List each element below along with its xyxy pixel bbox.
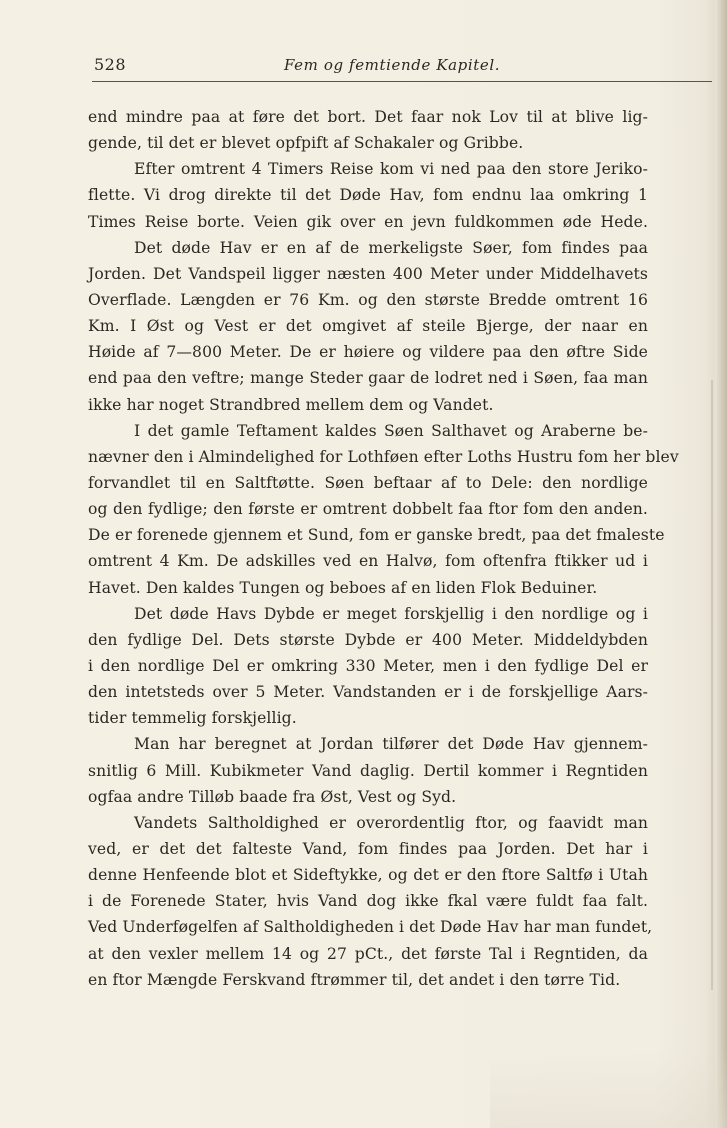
text-line: Overflade. Længden er 76 Km. og den største Bredde omtrent 16: [88, 290, 648, 309]
text-line: gende, til det er blevet opfpift af Schakaler og Gribbe.: [88, 134, 524, 153]
text-line: forvandlet til en Saltftøtte. Søen beftaar af to Dele: den nordlige: [88, 473, 648, 492]
text-line: en ftor Mængde Ferskvand ftrømmer til, det andet i den tørre Tid.: [88, 970, 621, 989]
header-rule: [92, 81, 712, 82]
text-line: snitlig 6 Mill. Kubikmeter Vand daglig. Dertil kommer i Regntiden: [88, 761, 648, 780]
text-line: Km. I Øst og Vest er det omgivet af steile Bjerge, der naar en: [88, 317, 648, 336]
text-line: I det gamle Teftament kaldes Søen Salthavet og Araberne be-: [134, 421, 648, 440]
text-line: omtrent 4 Km. De adskilles ved en Halvø, fom oftenfra ftikker ud i: [88, 552, 648, 571]
text-line: ved, er det det falteste Vand, fom findes paa Jorden. Det har i: [88, 839, 648, 858]
text-line: den fydlige Del. Dets største Dybde er 400 Meter. Middeldybden: [88, 630, 648, 649]
text-line: De er forenede gjennem et Sund, fom er ganske bredt, paa det fmaleste: [88, 526, 665, 545]
page-edge-line: [711, 380, 713, 990]
text-line: ikke har noget Strandbred mellem dem og Vandet.: [88, 395, 494, 414]
text-line: Times Reise borte. Veien gik over en jevn fuldkommen øde Hede.: [88, 212, 648, 231]
text-line: i den nordlige Del er omkring 330 Meter, men i den fydlige Del er: [88, 656, 648, 675]
page-header: [94, 52, 710, 80]
text-line: Man har beregnet at Jordan tilfører det Døde Hav gjennem-: [134, 735, 648, 754]
page-corner-shade: [490, 1050, 727, 1128]
text-line: flette. Vi drog direkte til det Døde Hav, fom endnu laa omkring 1: [88, 186, 648, 205]
text-line: Efter omtrent 4 Timers Reise kom vi ned paa den store Jeriko-: [134, 160, 648, 179]
text-line: at den vexler mellem 14 og 27 pCt., det første Tal i Regntiden, da: [88, 944, 648, 963]
text-line: denne Henfeende blot et Sideftykke, og det er den ftore Saltfø i Utah: [88, 866, 648, 885]
text-line: Høide af 7—800 Meter. De er høiere og vildere paa den øftre Side: [88, 343, 648, 362]
page-number: 528: [94, 55, 127, 74]
text-line: Jorden. Det Vandspeil ligger næsten 400 Meter under Middelhavets: [88, 264, 648, 283]
text-line: og den fydlige; den første er omtrent dobbelt faa ftor fom den anden.: [88, 500, 648, 519]
text-line: end mindre paa at føre det bort. Det faar nok Lov til at blive lig-: [88, 108, 648, 126]
body-text: [88, 104, 679, 993]
text-line: nævner den i Almindelighed for Lothføen efter Loths Hustru fom her blev: [88, 447, 679, 466]
text-line: ogfaa andre Tilløb baade fra Øst, Vest og Syd.: [88, 787, 457, 806]
text-line: tider temmelig forskjellig.: [88, 709, 297, 728]
running-title: Fem og femtiende Kapitel.: [284, 56, 501, 74]
text-line: den intetsteds over 5 Meter. Vandstanden er i de forskjellige Aars-: [88, 683, 648, 702]
text-line: Det døde Havs Dybde er meget forskjellig i den nordlige og i: [134, 604, 648, 623]
text-line: Ved Underføgelfen af Saltholdigheden i det Døde Hav har man fundet,: [88, 918, 653, 937]
page-edge-shadow: [715, 0, 727, 1128]
text-line: i de Forenede Stater, hvis Vand dog ikke fkal være fuldt faa falt.: [88, 892, 648, 911]
text-line: end paa den veftre; mange Steder gaar de lodret ned i Søen, faa man: [88, 369, 648, 388]
text-line: Det døde Hav er en af de merkeligste Søer, fom findes paa: [134, 238, 648, 257]
text-line: Vandets Saltholdighed er overordentlig ftor, og faavidt man: [134, 813, 648, 832]
text-line: Havet. Den kaldes Tungen og beboes af en liden Flok Beduiner.: [88, 578, 598, 597]
